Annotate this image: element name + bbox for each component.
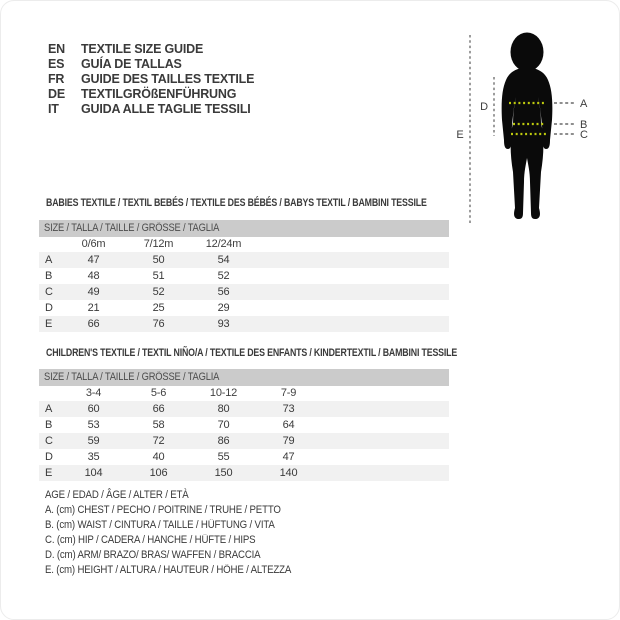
language-code: FR xyxy=(48,72,65,86)
column-header: 5-6 xyxy=(150,387,167,399)
language-row-de xyxy=(48,87,254,102)
column-header: 3-4 xyxy=(85,387,102,399)
language-row-en xyxy=(48,42,254,57)
language-label: GUIDE DES TAILLES TEXTILE xyxy=(81,72,255,86)
column-header: 0/6m xyxy=(81,238,106,250)
language-label: TEXTILGRÖßENFÜHRUNG xyxy=(81,87,237,101)
measure-label-b: B xyxy=(580,119,588,131)
cell-value: 54 xyxy=(217,254,230,266)
cell-value: 48 xyxy=(87,270,100,282)
cell-value: 47 xyxy=(282,451,295,463)
cell-value: 29 xyxy=(217,302,230,314)
measure-label-c: C xyxy=(580,129,588,141)
legend-item-hip: C. (cm) HIP / CADERA / HANCHE / HÜFTE / HIPS xyxy=(45,534,256,546)
cell-value: 25 xyxy=(152,302,165,314)
cell-value: 76 xyxy=(152,318,165,330)
cell-value: 50 xyxy=(152,254,165,266)
language-code: IT xyxy=(48,102,59,116)
table-row xyxy=(39,284,449,300)
cell-value: 140 xyxy=(279,467,298,479)
child-head-silhouette xyxy=(511,33,544,72)
cell-value: 21 xyxy=(87,302,100,314)
row-label: A xyxy=(45,403,53,415)
table-row xyxy=(39,401,449,417)
children-section-title: CHILDREN'S TEXTILE / TEXTIL NIÑO/A / TEXTILE DES ENFANTS / KINDERTEXTIL / BAMBINI TESSILE xyxy=(46,347,458,359)
babies-size-table xyxy=(39,220,449,332)
cell-value: 104 xyxy=(84,467,103,479)
cell-value: 73 xyxy=(282,403,295,415)
legend-item-chest: A. (cm) CHEST / PECHO / POITRINE / TRUHE / PETTO xyxy=(45,504,281,516)
legend-age-line: AGE / EDAD / ÂGE / ALTER / ETÀ xyxy=(45,489,189,501)
cell-value: 52 xyxy=(152,286,165,298)
measure-label-a: A xyxy=(580,98,588,110)
column-header: 12/24m xyxy=(205,238,242,250)
cell-value: 47 xyxy=(87,254,100,266)
row-label: E xyxy=(45,467,53,479)
row-label: C xyxy=(45,435,53,447)
language-code: DE xyxy=(48,87,65,101)
legend-item-arm: D. (cm) ARM/ BRAZO/ BRAS/ WAFFEN / BRACCIA xyxy=(45,549,261,561)
row-label: A xyxy=(45,254,53,266)
row-label: B xyxy=(45,270,53,282)
cell-value: 35 xyxy=(87,451,100,463)
cell-value: 80 xyxy=(217,403,230,415)
column-header: 7/12m xyxy=(143,238,174,250)
cell-value: 150 xyxy=(214,467,233,479)
cell-value: 66 xyxy=(87,318,100,330)
language-label: GUÍA DE TALLAS xyxy=(81,57,182,71)
table-row xyxy=(39,268,449,284)
row-label: D xyxy=(45,302,53,314)
table-row xyxy=(39,433,449,449)
table-row xyxy=(39,449,449,465)
table-row xyxy=(39,300,449,316)
language-code: ES xyxy=(48,57,65,71)
measure-label-d: D xyxy=(480,101,488,113)
language-list xyxy=(48,42,254,117)
row-label: B xyxy=(45,419,53,431)
legend-item-height: E. (cm) HEIGHT / ALTURA / HAUTEUR / HÖHE / ALTEZZA xyxy=(45,564,292,576)
cell-value: 106 xyxy=(149,467,168,479)
cell-value: 58 xyxy=(152,419,165,431)
cell-value: 49 xyxy=(87,286,100,298)
cell-value: 52 xyxy=(217,270,230,282)
cell-value: 93 xyxy=(217,318,230,330)
table-row xyxy=(39,252,449,268)
language-label: GUIDA ALLE TAGLIE TESSILI xyxy=(81,102,251,116)
measurement-legend xyxy=(45,488,325,578)
babies-column-headers xyxy=(39,237,449,252)
cell-value: 64 xyxy=(282,419,295,431)
cell-value: 40 xyxy=(152,451,165,463)
cell-value: 66 xyxy=(152,403,165,415)
table-row xyxy=(39,465,449,481)
cell-value: 70 xyxy=(217,419,230,431)
cell-value: 79 xyxy=(282,435,295,447)
column-header: 7-9 xyxy=(280,387,297,399)
cell-value: 55 xyxy=(217,451,230,463)
legend-item-waist: B. (cm) WAIST / CINTURA / TAILLE / HÜFTUNG / VITA xyxy=(45,519,275,531)
language-row-it xyxy=(48,102,254,117)
row-label: D xyxy=(45,451,53,463)
children-column-headers xyxy=(39,386,449,401)
row-label: E xyxy=(45,318,53,330)
children-size-table xyxy=(39,369,449,481)
row-label: C xyxy=(45,286,53,298)
cell-value: 72 xyxy=(152,435,165,447)
cell-value: 59 xyxy=(87,435,100,447)
cell-value: 60 xyxy=(87,403,100,415)
cell-value: 51 xyxy=(152,270,165,282)
language-row-es xyxy=(48,57,254,72)
table-row xyxy=(39,316,449,332)
cell-value: 86 xyxy=(217,435,230,447)
column-header: 10-12 xyxy=(209,387,238,399)
table-row xyxy=(39,417,449,433)
measure-label-e: E xyxy=(456,129,464,141)
language-code: EN xyxy=(48,42,65,56)
babies-section-title: BABIES TEXTILE / TEXTIL BEBÉS / TEXTILE DES BÉBÉS / BABYS TEXTIL / BAMBINI TESSILE xyxy=(46,197,427,209)
size-header-bar: SIZE / TALLA / TAILLE / GRÖSSE / TAGLIA xyxy=(39,220,449,237)
size-header-bar: SIZE / TALLA / TAILLE / GRÖSSE / TAGLIA xyxy=(39,369,449,386)
language-row-fr xyxy=(48,72,254,87)
cell-value: 56 xyxy=(217,286,230,298)
language-label: TEXTILE SIZE GUIDE xyxy=(81,42,204,56)
cell-value: 53 xyxy=(87,419,100,431)
